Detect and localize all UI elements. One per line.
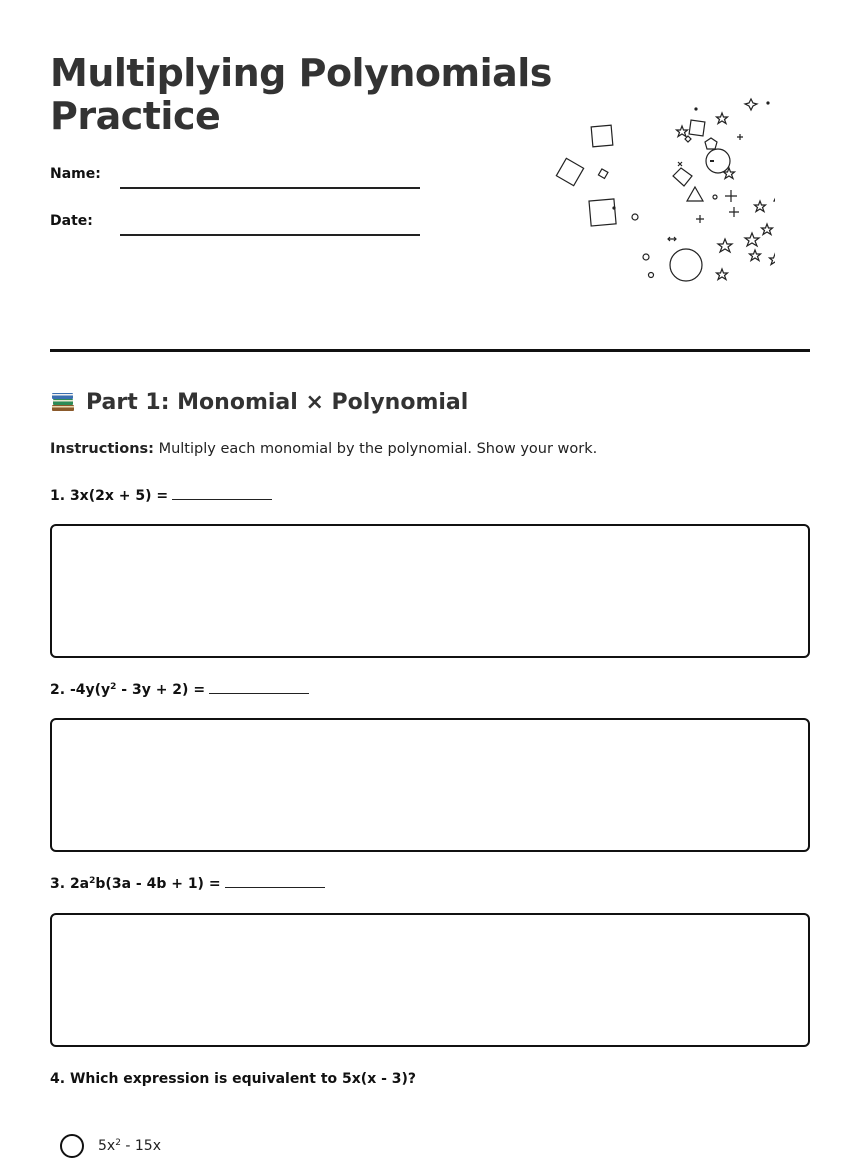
instructions-body: Multiply each monomial by the polynomial. Show your work.	[153, 441, 598, 457]
question-expression-rest: - 3y + 2) =	[116, 682, 206, 698]
star-shape	[724, 168, 735, 179]
question-expression: 2a	[69, 876, 90, 892]
answer-blank[interactable]	[225, 876, 325, 888]
question-3	[50, 876, 325, 892]
answer-blank[interactable]	[209, 682, 309, 694]
name-field[interactable]	[120, 187, 420, 189]
books-icon	[50, 389, 76, 415]
date-label: Date:	[50, 213, 93, 229]
option-label: $5x^2 - 15x$	[98, 1138, 161, 1154]
question-4	[50, 1071, 416, 1087]
question-2	[50, 682, 309, 698]
part1-heading	[50, 389, 468, 415]
triangle-shape	[687, 187, 703, 201]
question-expression-rest: b(3a - 4b + 1) =	[95, 876, 221, 892]
star-shape	[755, 201, 766, 212]
date-field[interactable]	[120, 234, 420, 236]
question-expression: -4y(y	[69, 682, 111, 698]
pentagon-shape	[705, 138, 717, 149]
exponent: 2	[89, 876, 96, 886]
square-shape	[591, 125, 613, 147]
work-box-1[interactable]	[50, 524, 810, 658]
diamond-shape	[673, 168, 692, 186]
answer-blank[interactable]	[172, 488, 272, 500]
section-divider	[50, 349, 810, 352]
star-shape	[717, 113, 728, 124]
question-1	[50, 488, 272, 504]
part1-title: Part 1: Monomial × Polynomial	[86, 389, 469, 415]
question-number: 1.	[50, 488, 66, 504]
star-shape	[745, 233, 759, 246]
instructions-text	[50, 441, 597, 457]
exponent: 2	[110, 682, 117, 692]
question-number: 3.	[50, 876, 66, 892]
question-number: 4.	[50, 1071, 66, 1087]
name-label: Name:	[50, 166, 101, 182]
title-line-2: Practice	[50, 94, 221, 138]
question-expression: 3x(2x + 5) =	[69, 488, 169, 504]
square-shape	[589, 199, 616, 226]
circle-shape	[706, 149, 730, 173]
worksheet-title	[50, 52, 552, 138]
sparkle-shape	[745, 99, 757, 110]
star-shape	[677, 126, 688, 137]
work-box-3[interactable]	[50, 913, 810, 1047]
work-box-2[interactable]	[50, 718, 810, 852]
triangle-shape	[774, 181, 775, 201]
title-line-1: Multiplying Polynomials	[50, 51, 552, 95]
decorative-shapes-illustration	[550, 90, 775, 290]
question-text: Which expression is equivalent to 5x(x - 3)?	[69, 1071, 417, 1087]
worksheet-page	[50, 0, 810, 1161]
radio-button[interactable]	[60, 1134, 84, 1158]
star-shape	[770, 254, 776, 265]
circle-shape	[670, 249, 702, 281]
square-shape	[556, 158, 583, 185]
question-number: 2.	[50, 682, 66, 698]
star-shape	[750, 250, 761, 261]
instructions-label: Instructions:	[50, 441, 154, 457]
square-shape	[689, 120, 705, 136]
star-shape	[718, 239, 732, 252]
star-shape	[762, 224, 773, 235]
star-shape	[717, 269, 728, 280]
q4-option-a[interactable]	[60, 1134, 161, 1158]
square-shape	[598, 169, 608, 179]
